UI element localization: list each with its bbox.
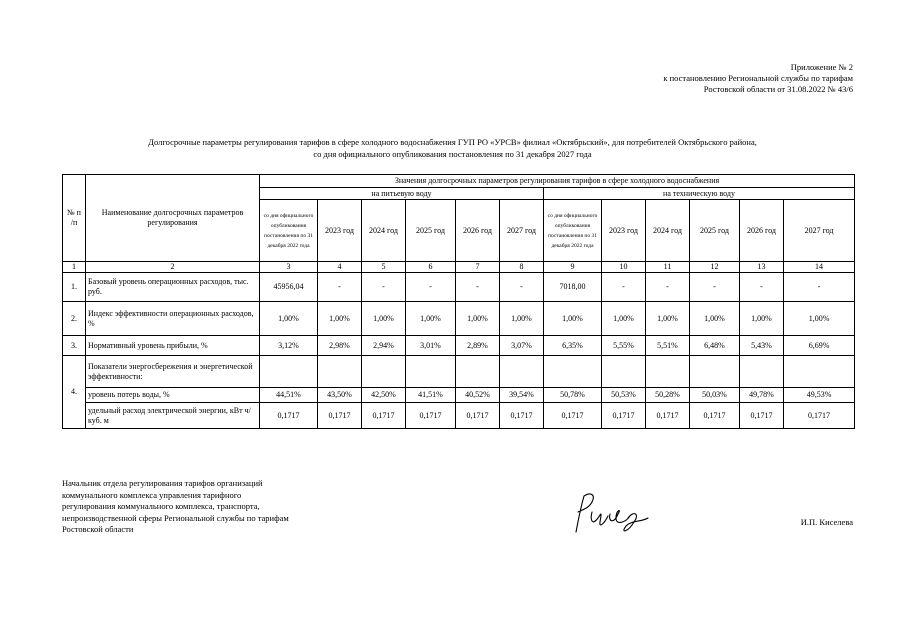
cell [406,356,456,388]
cell: 1,00% [690,302,740,336]
table-row-profit [63,336,855,356]
header-row-group [63,175,855,188]
cell: 1,00% [362,302,406,336]
cell: 49,53% [784,388,855,403]
cell: 1,00% [740,302,784,336]
cell: 43,50% [318,388,362,403]
header-2027-tech: 2027 год [784,200,855,262]
cell: 0,1717 [260,403,318,429]
cell: - [318,273,362,302]
cell [318,356,362,388]
cell: 6,69% [784,336,855,356]
header-2024-tech: 2024 год [646,200,690,262]
cell: 42,50% [362,388,406,403]
row-name: Индекс эффективности операционных расходов, % [86,302,260,336]
cell: 0,1717 [406,403,456,429]
row-name: уровень потерь воды, % [86,388,260,403]
cell: 1,00% [544,302,602,336]
cell: 3,12% [260,336,318,356]
cell: 0,1717 [740,403,784,429]
cell: 0,1717 [602,403,646,429]
cell: 0,1717 [690,403,740,429]
cell: 49,78% [740,388,784,403]
table-row-electricity [63,403,855,429]
cell [690,356,740,388]
cell: 6,35% [544,336,602,356]
cell: 2,89% [456,336,500,356]
cell [740,356,784,388]
cell [646,356,690,388]
cell: 45956,04 [260,273,318,302]
cell: 50,53% [602,388,646,403]
row-name: Показатели энергосбережения и энергетической эффективности: [86,356,260,388]
cell [500,356,544,388]
col-num: 6 [406,262,456,273]
cell: - [646,273,690,302]
cell: 3,01% [406,336,456,356]
cell: 1,00% [318,302,362,336]
appendix-line-3: Ростовской области от 31.08.2022 № 43/6 [703,84,853,94]
cell: 3,07% [500,336,544,356]
cell: - [690,273,740,302]
col-num: 5 [362,262,406,273]
cell: 1,00% [784,302,855,336]
document-title [0,136,905,160]
cell: - [406,273,456,302]
cell: 50,78% [544,388,602,403]
header-technical: на техническую воду [544,188,855,200]
handwritten-signature [570,488,650,538]
cell: 0,1717 [500,403,544,429]
cell: 1,00% [406,302,456,336]
cell: 6,48% [690,336,740,356]
signatory-name: И.П. Киселева [800,517,853,527]
cell: 0,1717 [456,403,500,429]
row-name: удельный расход электрической энергии, кВт ч/куб. м [86,403,260,429]
cell: - [456,273,500,302]
header-2023-tech: 2023 год [602,200,646,262]
title-line-1: Долгосрочные параметры регулирования тарифов в сфере холодного водоснабжения ГУП РО «УРСВ» филиал «Октябрьский», для потребителей Октябрьского района, [148,137,757,147]
cell: 1,00% [260,302,318,336]
col-num: 4 [318,262,362,273]
header-2025-tech: 2025 год [690,200,740,262]
row-num: 3. [63,336,86,356]
cell: 0,1717 [362,403,406,429]
header-2026: 2026 год [456,200,500,262]
cell [260,356,318,388]
parameters-table [62,174,855,429]
cell: 5,43% [740,336,784,356]
appendix-line-2: к постановлению Региональной службы по тарифам [663,73,853,83]
signatory-position [62,478,289,536]
cell: 40,52% [456,388,500,403]
cell: 1,00% [500,302,544,336]
header-2024: 2024 год [362,200,406,262]
row-name: Нормативный уровень прибыли, % [86,336,260,356]
row-name: Базовый уровень операционных расходов, тыс. руб. [86,273,260,302]
row-num: 4. [63,356,86,429]
table-row-efficiency-index [63,302,855,336]
header-2025: 2025 год [406,200,456,262]
cell: 1,00% [602,302,646,336]
header-group: Значения долгосрочных параметров регулирования тарифов в сфере холодного водоснабжения [260,175,855,188]
header-period-first: со дня официального опубликования постановления по 31 декабря 2022 года [260,200,318,262]
cell: 2,94% [362,336,406,356]
appendix-header [663,62,853,95]
cell: 0,1717 [318,403,362,429]
row-num: 1. [63,273,86,302]
col-num: 11 [646,262,690,273]
cell: 2,98% [318,336,362,356]
signatory-line-4: непроизводственной сферы Региональной службы по тарифам [62,512,289,523]
header-num: № п /п [63,175,86,262]
cell: - [602,273,646,302]
col-num: 12 [690,262,740,273]
table-row-water-losses [63,388,855,403]
cell: 50,28% [646,388,690,403]
cell: 0,1717 [544,403,602,429]
col-num: 13 [740,262,784,273]
col-num: 7 [456,262,500,273]
signatory-line-2: коммунального комплекса управления тарифного [62,489,242,500]
header-name: Наименование долгосрочных параметров регулирования [86,175,260,262]
cell: 7018,00 [544,273,602,302]
header-period-first-tech: со дня официального опубликования постановления по 31 декабря 2022 года [544,200,602,262]
cell: 44,51% [260,388,318,403]
cell [456,356,500,388]
cell: 41,51% [406,388,456,403]
col-num: 8 [500,262,544,273]
col-num: 2 [86,262,260,273]
cell: - [784,273,855,302]
cell: - [362,273,406,302]
cell: - [740,273,784,302]
table-row-energy-header [63,356,855,388]
cell: 39,54% [500,388,544,403]
signatory-line-1: Начальник отдела регулирования тарифов организаций [62,478,263,488]
appendix-line-1: Приложение № 2 [790,62,853,72]
cell [784,356,855,388]
cell: 1,00% [646,302,690,336]
cell: 0,1717 [784,403,855,429]
cell: 0,1717 [646,403,690,429]
col-num: 1 [63,262,86,273]
col-num: 10 [602,262,646,273]
table-row-opex [63,273,855,302]
col-num: 14 [784,262,855,273]
cell: 5,51% [646,336,690,356]
col-num: 3 [260,262,318,273]
header-2027: 2027 год [500,200,544,262]
column-number-row [63,262,855,273]
cell [544,356,602,388]
row-num: 2. [63,302,86,336]
cell [602,356,646,388]
header-2026-tech: 2026 год [740,200,784,262]
cell: - [500,273,544,302]
title-line-2: со дня официального опубликования постановления по 31 декабря 2027 года [313,149,592,159]
header-2023: 2023 год [318,200,362,262]
signatory-line-3: регулирования коммунального комплекса, транспорта, [62,501,260,511]
col-num: 9 [544,262,602,273]
header-drinking: на питьевую воду [260,188,544,200]
signatory-line-5: Ростовской области [62,524,134,534]
cell: 50,03% [690,388,740,403]
cell [362,356,406,388]
cell: 1,00% [456,302,500,336]
cell: 5,55% [602,336,646,356]
